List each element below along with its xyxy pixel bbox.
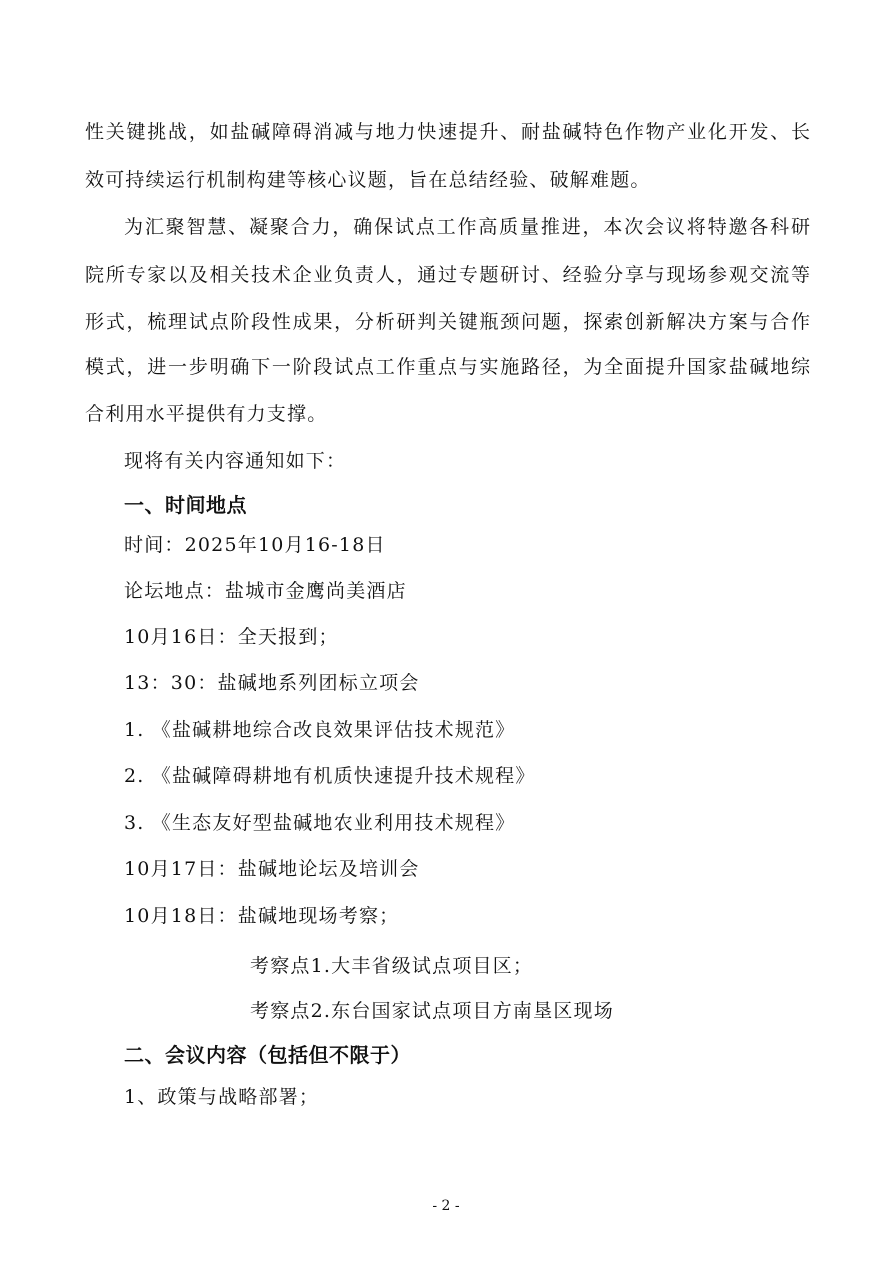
paragraph-line: 合利用水平提供有力支撑。	[85, 403, 328, 425]
list-item: 10月16日：全天报到；	[124, 626, 339, 648]
paragraph-line: 现将有关内容通知如下：	[124, 450, 347, 472]
list-item: 10月17日：盐碱地论坛及培训会	[124, 858, 420, 880]
paragraph-line: 为汇聚智慧、凝聚合力，确保试点工作高质量推进，本次会议将特邀各科研	[124, 216, 810, 238]
paragraph-line: 性关键挑战，如盐碱障碍消减与地力快速提升、耐盐碱特色作物产业化开发、长	[85, 121, 810, 143]
list-item: 论坛地点：盐城市金鹰尚美酒店	[124, 580, 407, 602]
list-item: 考察点1.大丰省级试点项目区；	[250, 955, 534, 977]
list-item: 3. 《生态友好型盐碱地农业利用技术规程》	[124, 812, 516, 834]
section-heading: 二、会议内容（包括但不限于）	[124, 1043, 411, 1067]
list-item: 13：30：盐碱地系列团标立项会	[124, 672, 420, 694]
list-item: 考察点2.东台国家试点项目方南垦区现场	[250, 1000, 614, 1022]
section-heading: 一、时间地点	[124, 493, 247, 517]
paragraph-line: 模式，进一步明确下一阶段试点工作重点与实施路径，为全面提升国家盐碱地综	[85, 356, 810, 378]
paragraph-line: 院所专家以及相关技术企业负责人，通过专题研讨、经验分享与现场参观交流等	[85, 264, 810, 286]
list-item: 2. 《盐碱障碍耕地有机质快速提升技术规程》	[124, 765, 536, 787]
paragraph-line: 形式，梳理试点阶段性成果，分析研判关键瓶颈问题，探索创新解决方案与合作	[85, 311, 810, 333]
paragraph-line: 效可持续运行机制构建等核心议题，旨在总结经验、破解难题。	[85, 169, 651, 191]
page-number: - 2 -	[432, 1198, 460, 1214]
list-item: 时间：2025年10月16-18日	[124, 534, 386, 556]
list-item: 1. 《盐碱耕地综合改良效果评估技术规范》	[124, 719, 516, 741]
list-item: 10月18日：盐碱地现场考察；	[124, 905, 400, 927]
list-item: 1、政策与战略部署；	[124, 1086, 320, 1108]
